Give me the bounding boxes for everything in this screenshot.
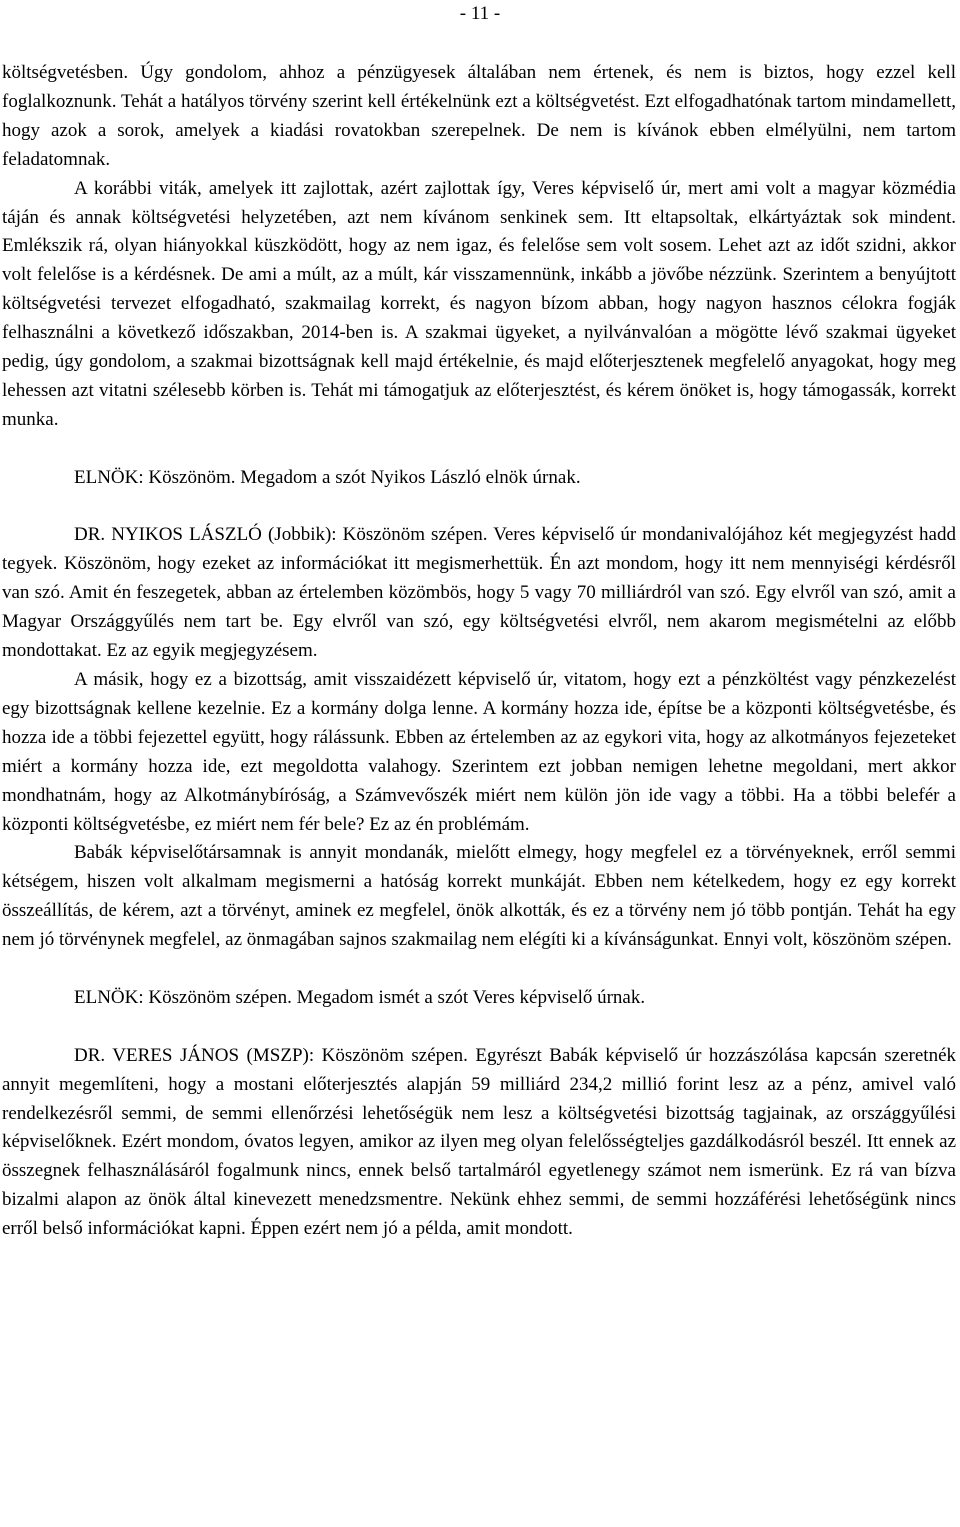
paragraph-veres-1: DR. VERES JÁNOS (MSZP): Köszönöm szépen. Egyrészt Babák képviselő úr hozzászólása kapcsán szeretnék annyit megemlíteni, hogy a mostani előterjesztés alapján 59 milliárd 234,2 millió forint lesz az a pénz, amivel való rendelkezésről semmi, de semmi ellenőrzési lehetőségük nem lesz a költségvetési bizottság tagjainak, az országgyűlési képviselőknek. Ezért mondom, óvatos legyen, amikor az ilyen meg olyan felelősségteljes gazdálkodásról beszél. Itt ennek az összegnek felhasználásáról fogalmunk nincs, ennek belső tartalmáról egyetlenegy számot nem ismerünk. Ez rá van bízva bizalmi alapon az önök által kinevezett menedzsmentre. Nekünk ehhez semmi, de semmi hozzáférési lehetőségünk nincs erről belső információkat kapni. Éppen ezért nem jó a példa, amit mondott. [2,1044,956,1240]
paragraph-continuation: költségvetésben. Úgy gondolom, ahhoz a pénzügyesek általában nem értenek, és nem is biztos, hogy ezzel kell foglalkoznunk. Tehát a hatályos törvény szerint kell értékelnünk ezt a költségvetést. Ezt elfogadhatónak tartom mindamellett, hogy azok a sorok, amelyek a kiadási rovatokban szerepelnek. De nem is kívánok ebben elmélyülni, nem tartom feladatomnak. [2,62,956,170]
paragraph-nyikos-2: A másik, hogy ez a bizottság, amit visszaidézett képviselő úr, vitatom, hogy ezt a pénzköltést vagy pénzkezelést egy bizottságnak kellene kezelnie. Ez a kormány dolga lenne. A kormány hozza ide, építse be a központi költségvetésbe, és hozza ide a többi fejezettel együtt, hogy rálássunk. Ebben az értelemben az az egykori vita, hogy az alkotmányos fejezeteket miért a kormány hozza ide, ezt megoldotta valahogy. Szerintem ezt jobban nemigen lehetne megoldani, mert akkor mondhatnám, hogy az Alkotmánybíróság, a Számvevőszék miért nem külön jön ide vagy a többi. Ha a többi belefér a központi költségvetésbe, ez miért nem fér bele? Ez az én problémám. [2,669,956,835]
document-body [2,59,956,1244]
page-number: - 11 - [459,3,501,24]
paragraph-chair-1: ELNÖK: Köszönöm. Megadom a szót Nyikos László elnök úrnak. [74,466,581,488]
paragraph-nyikos-1: DR. NYIKOS LÁSZLÓ (Jobbik): Köszönöm szépen. Veres képviselő úr mondanivalójához két megjegyzést hadd tegyek. Köszönöm, hogy ezeket az információkat itt megismerhettük. Én azt mondom, hogy itt nem mennyiségi kérdésről van szó. Amit én feszegetek, abban az értelemben közömbös, hogy 5 vagy 70 milliárdról van szó. Egy elvről van szó, amit a Magyar Országgyűlés nem tart be. Egy elvről van szó, egy költségvetési elvről, nem akarom megismételni az előbb mondottakat. Ez az egyik megjegyzésem. [2,524,956,662]
paragraph-nyikos-3: Babák képviselőtársamnak is annyit mondanák, mielőtt elmegy, hogy megfelel ez a törvényeknek, erről semmi kétségem, hiszen volt alkalmam megismerni a hatóság korrekt munkáját. Ebben nem kételkedem, hogy ez egy korrekt összeállítás, de kérem, azt a törvényt, aminek ez megfelel, önök alkották, és ez a törvény nem jó több pontján. Tehát ha egy nem jó törvénynek megfelel, az önmagában sajnos szakmailag nem elégíti ki a kívánságunkat. Ennyi volt, köszönöm szépen. [2,842,956,951]
paragraph-previous-speaker: A korábbi viták, amelyek itt zajlottak, azért zajlottak így, Veres képviselő úr, mert ami volt a magyar közmédia táján és annak költségvetési helyzetében, azt nem kívánom senkinek sem. Itt eltapsoltak, elkártyáztak sok mindent. Emlékszik rá, olyan hiányokkal küszködött, hogy az nem igaz, és felelőse sem volt sosem. Lehet azt az időt szidni, akkor volt felelőse is a kérdésnek. De ami a múlt, az a múlt, kár visszamennünk, inkább a jövőbe nézzünk. Szerintem a benyújtott költségvetési tervezet elfogadható, szakmailag korrekt, és nagyon bízom abban, hogy nagyon hasznos célokra fogják felhasználni a következő időszakban, 2014-ben is. A szakmai ügyeket, a nyilvánvalóan a mögötte lévő szakmai ügyeket pedig, úgy gondolom, a szakmai bizottságnak kell majd értékelnie, és majd előterjesztenek megfelelő anyagokat, hogy meg lehessen azt vitatni szélesebb körben is. Tehát mi támogatjuk az előterjesztést, és kérem önöket is, hogy támogassák, korrekt munka. [2,177,956,430]
paragraph-chair-2: ELNÖK: Köszönöm szépen. Megadom ismét a szót Veres képviselő úrnak. [74,986,646,1008]
